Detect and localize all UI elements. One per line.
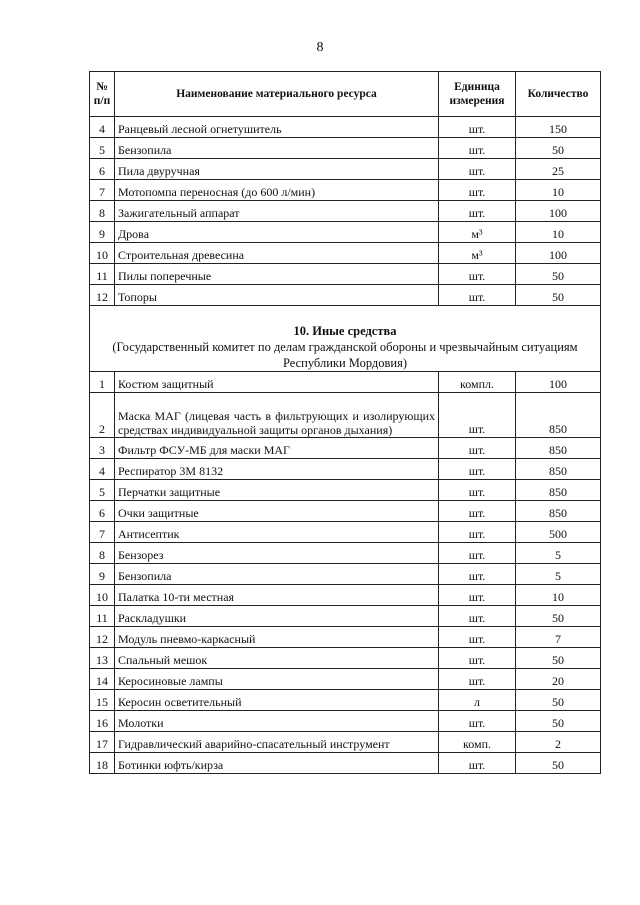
row-name: Перчатки защитные [115, 480, 439, 501]
row-name: Раскладушки [115, 606, 439, 627]
row-unit: комп. [439, 732, 516, 753]
row-name: Респиратор 3М 8132 [115, 459, 439, 480]
row-quantity: 850 [516, 393, 601, 438]
row-name: Топоры [115, 285, 439, 306]
row-number: 11 [90, 264, 115, 285]
row-number: 6 [90, 159, 115, 180]
table-row [90, 732, 601, 753]
row-unit: шт. [439, 669, 516, 690]
table-row [90, 285, 601, 306]
table-row [90, 711, 601, 732]
row-number: 15 [90, 690, 115, 711]
row-unit: шт. [439, 264, 516, 285]
row-unit: шт. [439, 501, 516, 522]
table-row [90, 480, 601, 501]
row-quantity: 850 [516, 501, 601, 522]
table-row [90, 264, 601, 285]
row-unit: шт. [439, 480, 516, 501]
section-subtitle: (Государственный комитет по делам гражданской обороны и чрезвычайным ситуациям Республики Мордовия) [112, 340, 578, 370]
row-number: 1 [90, 372, 115, 393]
row-quantity: 850 [516, 480, 601, 501]
row-unit: л [439, 690, 516, 711]
row-quantity: 7 [516, 627, 601, 648]
table-row [90, 393, 601, 438]
row-name: Антисептик [115, 522, 439, 543]
header-qty: Количество [516, 72, 601, 117]
table-row [90, 585, 601, 606]
row-number: 12 [90, 285, 115, 306]
row-name: Палатка 10-ти местная [115, 585, 439, 606]
row-name: Спальный мешок [115, 648, 439, 669]
table-row [90, 753, 601, 774]
row-unit: шт. [439, 285, 516, 306]
row-name: Ботинки юфть/кирза [115, 753, 439, 774]
table-row [90, 117, 601, 138]
row-name: Строительная древесина [115, 243, 439, 264]
row-number: 9 [90, 222, 115, 243]
row-unit: компл. [439, 372, 516, 393]
row-quantity: 500 [516, 522, 601, 543]
table-row [90, 606, 601, 627]
table-row [90, 522, 601, 543]
row-name: Керосиновые лампы [115, 669, 439, 690]
row-quantity: 50 [516, 264, 601, 285]
row-quantity: 50 [516, 606, 601, 627]
row-name: Пилы поперечные [115, 264, 439, 285]
row-number: 6 [90, 501, 115, 522]
table-row [90, 501, 601, 522]
row-name: Керосин осветительный [115, 690, 439, 711]
row-number: 9 [90, 564, 115, 585]
row-unit: шт. [439, 543, 516, 564]
row-name: Фильтр ФСУ-МБ для маски МАГ [115, 438, 439, 459]
section-cell [90, 306, 601, 372]
row-name: Зажигательный аппарат [115, 201, 439, 222]
table-row [90, 138, 601, 159]
row-unit: шт. [439, 711, 516, 732]
row-name: Бензопила [115, 138, 439, 159]
table-row [90, 648, 601, 669]
table-body-lower [90, 372, 601, 774]
row-number: 7 [90, 180, 115, 201]
row-number: 2 [90, 393, 115, 438]
row-unit: шт. [439, 438, 516, 459]
row-unit: шт. [439, 627, 516, 648]
page-number: 8 [316, 40, 324, 55]
table-row [90, 459, 601, 480]
row-quantity: 150 [516, 117, 601, 138]
row-quantity: 850 [516, 438, 601, 459]
row-unit: шт. [439, 564, 516, 585]
row-number: 10 [90, 243, 115, 264]
row-quantity: 50 [516, 648, 601, 669]
row-name: Ранцевый лесной огнетушитель [115, 117, 439, 138]
table-header-row [90, 72, 601, 117]
row-quantity: 5 [516, 564, 601, 585]
row-name: Дрова [115, 222, 439, 243]
row-quantity: 50 [516, 753, 601, 774]
table-body-upper [90, 117, 601, 306]
row-name: Очки защитные [115, 501, 439, 522]
row-name: Мотопомпа переносная (до 600 л/мин) [115, 180, 439, 201]
row-number: 8 [90, 543, 115, 564]
row-number: 10 [90, 585, 115, 606]
row-quantity: 10 [516, 585, 601, 606]
row-number: 7 [90, 522, 115, 543]
row-quantity: 100 [516, 201, 601, 222]
row-number: 16 [90, 711, 115, 732]
header-num: № п/п [90, 72, 115, 117]
row-number: 11 [90, 606, 115, 627]
row-unit: шт. [439, 159, 516, 180]
row-unit: шт. [439, 201, 516, 222]
row-unit: шт. [439, 393, 516, 438]
table-row [90, 543, 601, 564]
row-unit: шт. [439, 585, 516, 606]
row-unit: м³ [439, 222, 516, 243]
row-unit: м³ [439, 243, 516, 264]
row-name: Пила двуручная [115, 159, 439, 180]
row-name: Костюм защитный [115, 372, 439, 393]
table-row [90, 669, 601, 690]
row-quantity: 100 [516, 372, 601, 393]
table-row [90, 564, 601, 585]
row-name: Бензопила [115, 564, 439, 585]
row-quantity: 10 [516, 180, 601, 201]
row-unit: шт. [439, 753, 516, 774]
row-number: 17 [90, 732, 115, 753]
row-quantity: 50 [516, 690, 601, 711]
row-name: Маска МАГ (лицевая часть в фильтрующих и изолирующих средствах индивидуальной защиты органов дыхания) [115, 393, 439, 438]
table-row [90, 690, 601, 711]
row-number: 4 [90, 117, 115, 138]
row-unit: шт. [439, 648, 516, 669]
section-row [90, 306, 601, 372]
row-unit: шт. [439, 522, 516, 543]
table-row [90, 627, 601, 648]
row-name: Бензорез [115, 543, 439, 564]
table-row [90, 180, 601, 201]
row-quantity: 50 [516, 285, 601, 306]
row-unit: шт. [439, 138, 516, 159]
row-unit: шт. [439, 180, 516, 201]
table-row [90, 201, 601, 222]
row-quantity: 25 [516, 159, 601, 180]
row-name: Гидравлический аварийно-спасательный инструмент [115, 732, 439, 753]
row-quantity: 100 [516, 243, 601, 264]
header-name: Наименование материального ресурса [115, 72, 439, 117]
row-unit: шт. [439, 459, 516, 480]
row-number: 18 [90, 753, 115, 774]
resource-table [89, 71, 601, 774]
header-unit: Единица измерения [439, 72, 516, 117]
table-row [90, 222, 601, 243]
row-number: 5 [90, 138, 115, 159]
table-row [90, 159, 601, 180]
row-number: 12 [90, 627, 115, 648]
row-number: 3 [90, 438, 115, 459]
row-unit: шт. [439, 117, 516, 138]
row-name: Модуль пневмо-каркасный [115, 627, 439, 648]
row-unit: шт. [439, 606, 516, 627]
row-quantity: 10 [516, 222, 601, 243]
section-block [90, 306, 601, 372]
row-quantity: 20 [516, 669, 601, 690]
row-quantity: 50 [516, 711, 601, 732]
table-row [90, 438, 601, 459]
row-number: 14 [90, 669, 115, 690]
row-number: 13 [90, 648, 115, 669]
row-quantity: 5 [516, 543, 601, 564]
row-number: 8 [90, 201, 115, 222]
row-name: Молотки [115, 711, 439, 732]
row-number: 4 [90, 459, 115, 480]
row-quantity: 50 [516, 138, 601, 159]
table-row [90, 372, 601, 393]
section-title: 10. Иные средства [293, 324, 397, 338]
row-quantity: 850 [516, 459, 601, 480]
row-number: 5 [90, 480, 115, 501]
row-quantity: 2 [516, 732, 601, 753]
table-row [90, 243, 601, 264]
